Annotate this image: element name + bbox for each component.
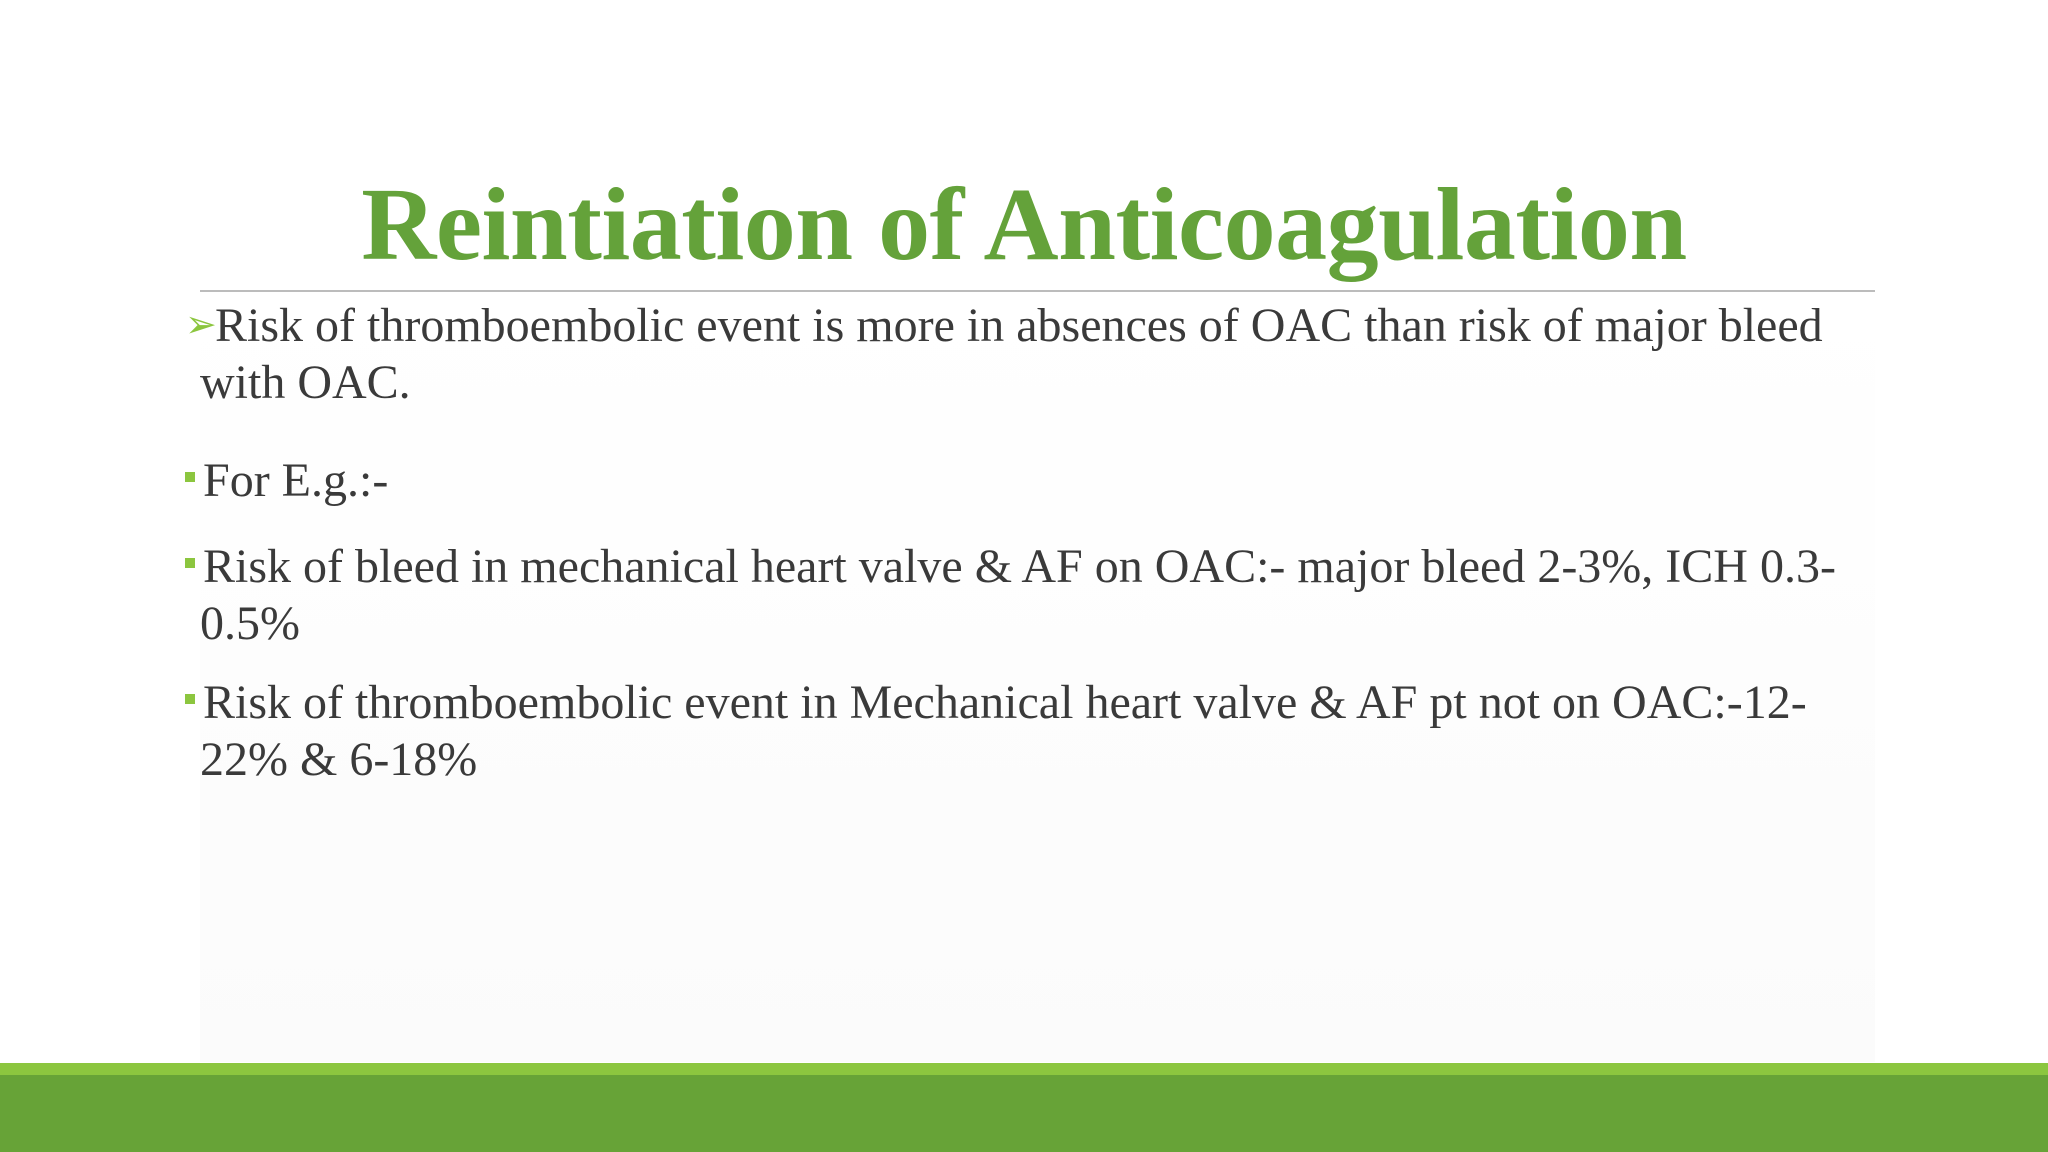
- square-bullet-icon: [185, 472, 195, 482]
- footer-accent-bar: [0, 1063, 2048, 1075]
- bullet-item: [185, 538, 1885, 652]
- footer-bar: [0, 1075, 2048, 1152]
- slide-title: Reintiation of Anticoagulation: [361, 167, 1687, 282]
- arrow-bullet-icon: ➢: [185, 302, 217, 346]
- bullet-item: [185, 674, 1885, 788]
- bullet-text: Risk of bleed in mechanical heart valve & AF on OAC:- major bleed 2-3%, ICH 0.3-0.5%: [200, 540, 1836, 650]
- bullet-text: For E.g.:-: [203, 454, 389, 507]
- bullet-item: [185, 296, 1885, 411]
- bullet-text: Risk of thromboembolic event is more in absences of OAC than risk of major bleed with OAC.: [200, 299, 1823, 409]
- bullet-text: Risk of thromboembolic event in Mechanical heart valve & AF pt not on OAC:-12-22% & 6-18%: [200, 676, 1807, 786]
- bullet-item: [185, 452, 1885, 509]
- title-divider: [200, 290, 1875, 292]
- bullet-list: [185, 296, 1885, 788]
- square-bullet-icon: [185, 558, 195, 568]
- square-bullet-icon: [185, 694, 195, 704]
